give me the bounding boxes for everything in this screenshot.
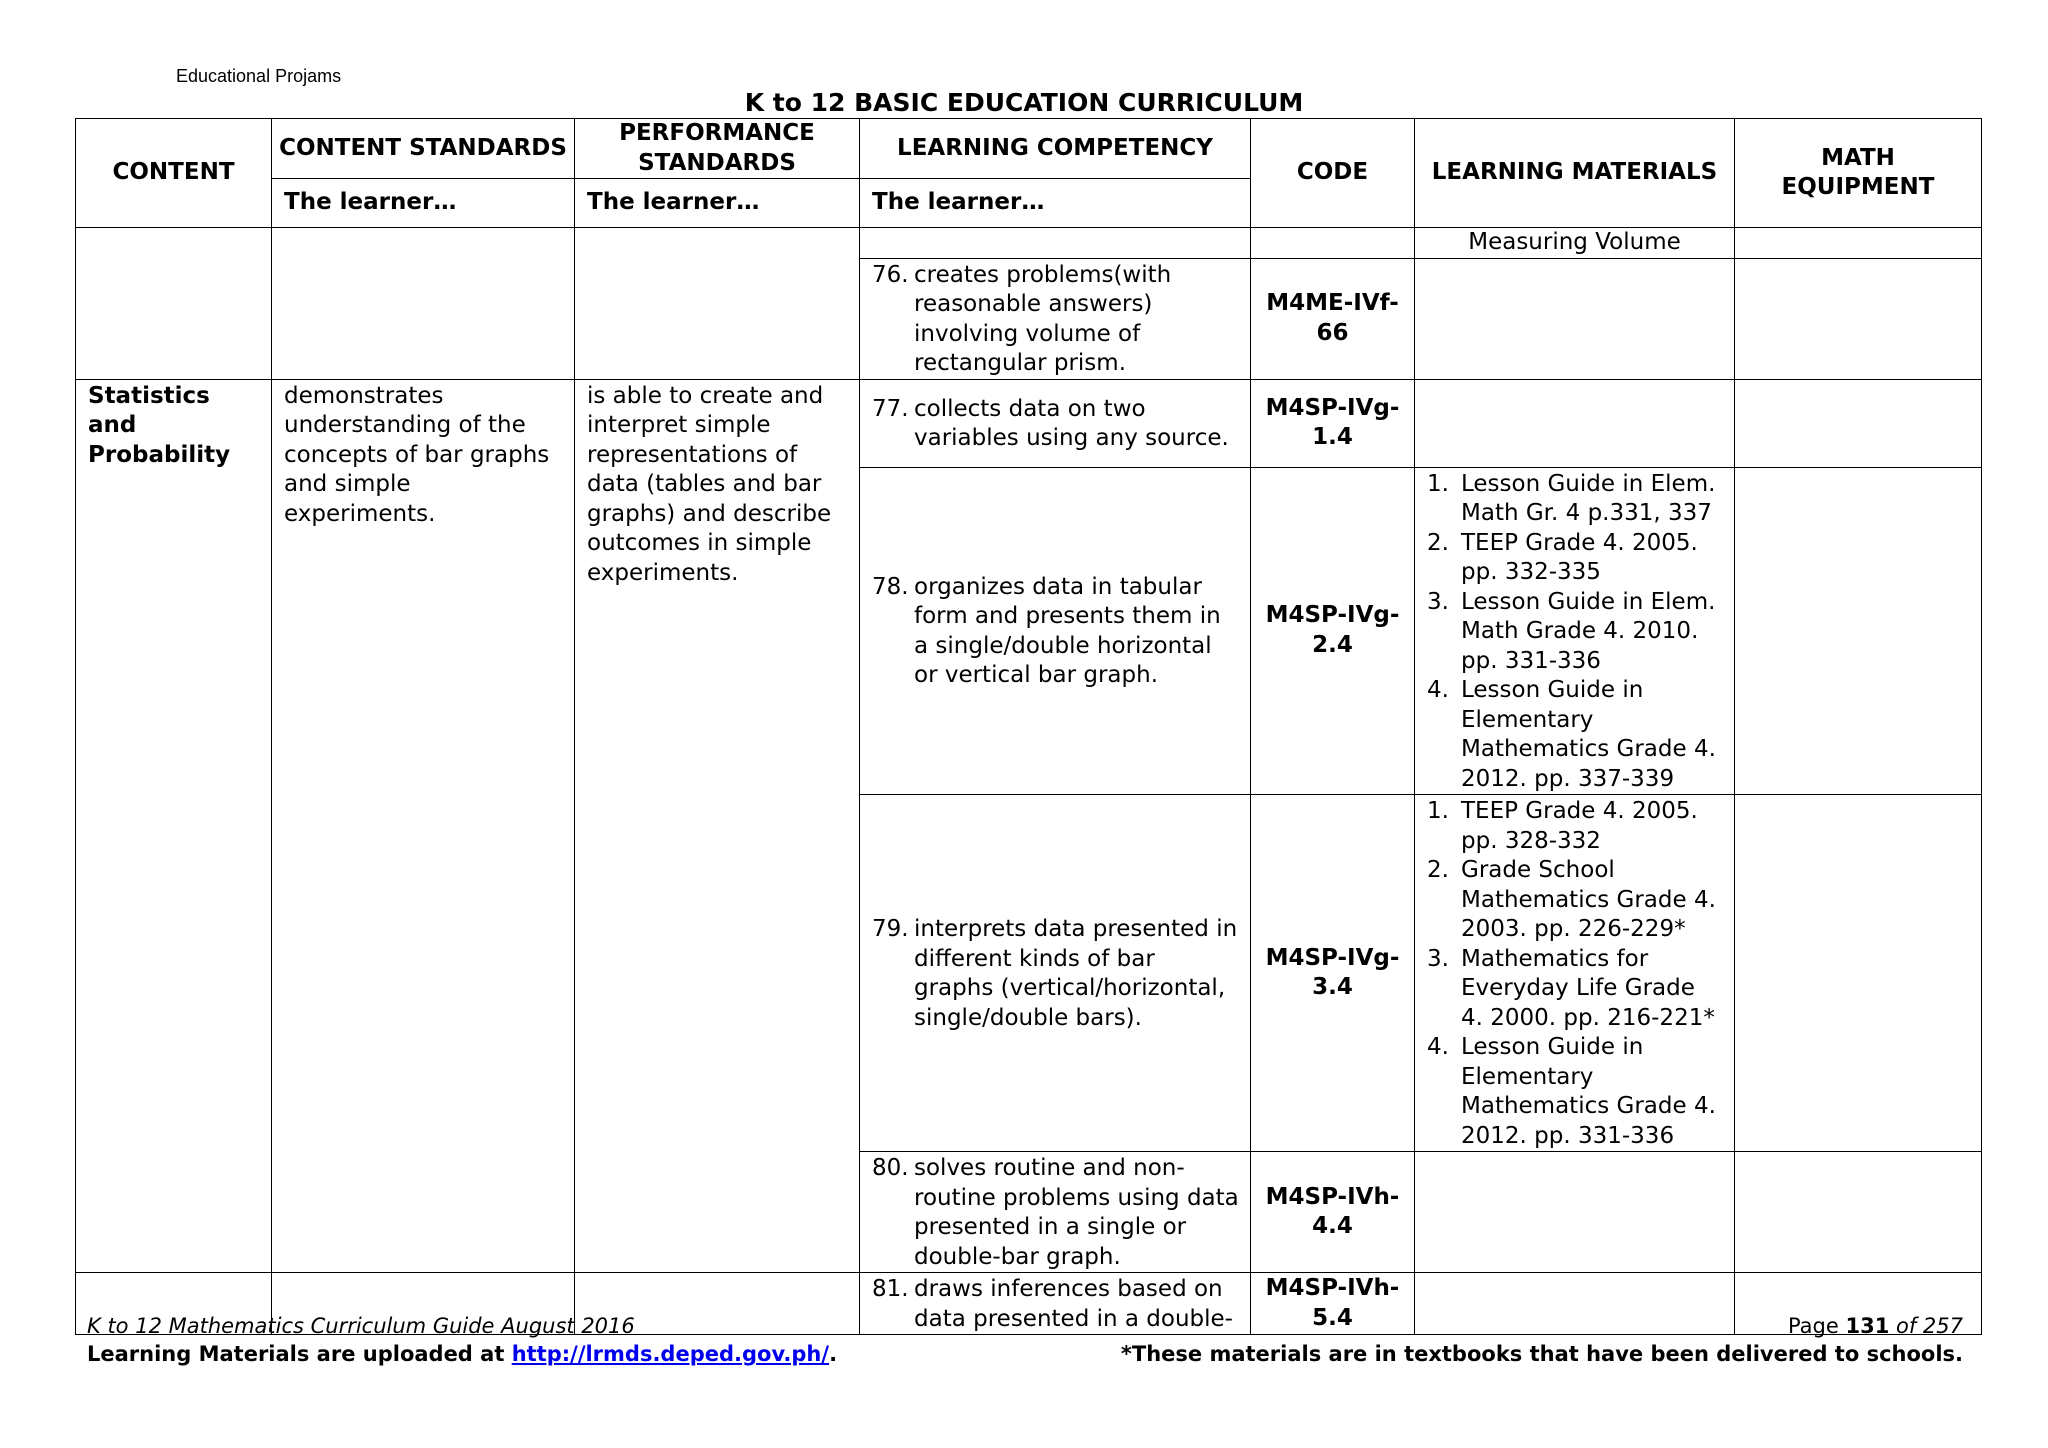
footer-guide-title: K to 12 Mathematics Curriculum Guide August 2016 (87, 1314, 635, 1338)
learner-label: The learner… (575, 179, 860, 228)
equipment-cell (1735, 379, 1982, 467)
competency-text: draws inferences based on data presented in a double- (914, 1276, 1233, 1332)
competency-number: 78. (872, 573, 909, 600)
code-cell-empty (1251, 228, 1415, 259)
competency-number: 80. (872, 1155, 909, 1181)
materials-cell (1415, 258, 1735, 379)
competency-text: creates problems(with reasonable answers) involving volume of rectangular prism. (914, 261, 1172, 376)
competency-cell (860, 379, 1251, 467)
competency-text: interprets data presented in different kinds of bar graphs (vertical/horizontal, single/double bars). (914, 916, 1238, 1031)
competency-number: 77. (872, 395, 909, 422)
competency-text: solves routine and non-routine problems using data presented in a single or double-bar graph. (914, 1155, 1239, 1270)
materials-cell (1415, 467, 1735, 795)
table-row (76, 379, 1982, 467)
header-code: CODE (1251, 119, 1415, 228)
code-cell: M4SP-IVh-5.4 (1251, 1273, 1415, 1335)
list-item: 1. TEEP Grade 4. 2005. pp. 328-332 (1427, 798, 1698, 854)
footer-left (87, 1312, 837, 1368)
competency-text: collects data on two variables using any source. (914, 395, 1229, 451)
watermark-text: Educational Projams (176, 66, 342, 86)
content-standard-cell-empty (272, 228, 575, 380)
header-content: CONTENT (76, 119, 272, 228)
performance-standard-cell-empty (575, 228, 860, 380)
learner-label: The learner… (860, 179, 1251, 228)
equipment-cell (1735, 795, 1982, 1152)
header-learning-materials: LEARNING MATERIALS (1415, 119, 1735, 228)
equipment-cell (1735, 228, 1982, 259)
curriculum-table (75, 118, 1982, 1335)
competency-cell (860, 795, 1251, 1152)
competency-number: 81. (872, 1276, 909, 1302)
list-item: 3. Lesson Guide in Elem. Math Grade 4. 2010. pp. 331-336 (1427, 588, 1716, 674)
header-math-equipment: MATH EQUIPMENT (1735, 119, 1982, 228)
materials-cell (1415, 795, 1735, 1152)
equipment-cell (1735, 467, 1982, 795)
content-standard-cell: demonstrates understanding of the concepts of bar graphs and simple experiments. (272, 379, 575, 1273)
competency-text: organizes data in tabular form and presents them in a single/double horizontal or vertical bar graph. (914, 573, 1221, 689)
header-performance-standards: PERFORMANCE STANDARDS (575, 119, 860, 179)
code-cell: M4SP-IVh-4.4 (1251, 1152, 1415, 1273)
code-cell: M4SP-IVg-3.4 (1251, 795, 1415, 1152)
list-item: 4. Lesson Guide in Elementary Mathematics Grade 4. 2012. pp. 331-336 (1427, 1034, 1716, 1149)
competency-cell (860, 1152, 1251, 1273)
footer-upload-note: Learning Materials are uploaded at http://lrmds.deped.gov.ph/. (87, 1342, 838, 1366)
header-learning-competency: LEARNING COMPETENCY (860, 119, 1251, 179)
content-cell: Statistics and Probability (76, 379, 272, 1273)
page-number: Page 131 of 257 (1787, 1314, 1963, 1338)
lrmds-link[interactable]: http://lrmds.deped.gov.ph/ (511, 1342, 830, 1366)
footer-right (1121, 1312, 1963, 1368)
list-item: 4. Lesson Guide in Elementary Mathematics Grade 4. 2012. pp. 337-339 (1427, 677, 1716, 792)
competency-cell (860, 258, 1251, 379)
code-cell: M4SP-IVg-2.4 (1251, 467, 1415, 795)
list-item: 2. TEEP Grade 4. 2005. pp. 332-335 (1427, 529, 1698, 585)
performance-standard-cell: is able to create and interpret simple representations of data (tables and bar graphs) and describe outcomes in simple experiments. (575, 379, 860, 1273)
materials-cell (1415, 1152, 1735, 1273)
content-cell-empty (76, 228, 272, 380)
header-content-standards: CONTENT STANDARDS (272, 119, 575, 179)
equipment-cell (1735, 258, 1982, 379)
list-item: 1. Lesson Guide in Elem. Math Gr. 4 p.331, 337 (1427, 470, 1716, 526)
document-title: K to 12 BASIC EDUCATION CURRICULUM (744, 88, 1304, 117)
competency-cell (860, 467, 1251, 795)
materials-list (1427, 797, 1724, 1151)
materials-list (1427, 470, 1724, 795)
competency-cell-empty (860, 228, 1251, 259)
equipment-cell (1735, 1152, 1982, 1273)
competency-number: 79. (872, 916, 909, 942)
competency-number: 76. (872, 261, 909, 288)
learner-label: The learner… (272, 179, 575, 228)
materials-cell (1415, 379, 1735, 467)
list-item: 2. Grade School Mathematics Grade 4. 2003. pp. 226-229* (1427, 857, 1716, 942)
header-row (76, 119, 1982, 179)
list-item: 3. Mathematics for Everyday Life Grade 4. 2000. pp. 216-221* (1427, 945, 1715, 1031)
code-cell: M4SP-IVg-1.4 (1251, 379, 1415, 467)
materials-cell: Measuring Volume (1415, 228, 1735, 259)
table-row (76, 228, 1982, 259)
footer-textbook-note: *These materials are in textbooks that have been delivered to schools. (1120, 1342, 1963, 1366)
code-cell: M4ME-IVf-66 (1251, 258, 1415, 379)
